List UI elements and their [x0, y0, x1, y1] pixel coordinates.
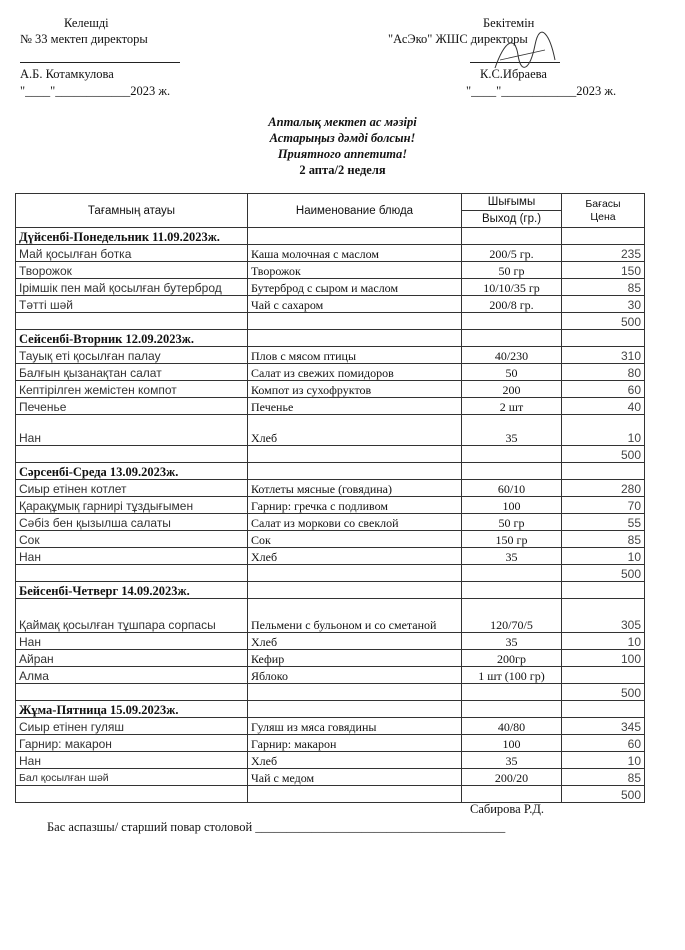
- dish-output: 35: [462, 633, 562, 650]
- dish-price: 60: [562, 381, 645, 398]
- day-total: 500: [562, 446, 645, 463]
- header-dish-kz: Тағамның атауы: [16, 194, 248, 228]
- dish-output: 120/70/5: [462, 599, 562, 633]
- table-row: [16, 633, 645, 650]
- day-total: 500: [562, 313, 645, 330]
- day-title-row: [16, 228, 645, 245]
- dish-output: 35: [462, 548, 562, 565]
- approve-left-signature-line: [20, 62, 180, 63]
- table-header-row: [16, 194, 645, 211]
- day-title-row: [16, 701, 645, 718]
- dish-kz: Бал қосылған шәй: [16, 769, 248, 786]
- day-title: Дүйсенбi-Понедельник 11.09.2023ж.: [16, 228, 248, 245]
- dish-price: 345: [562, 718, 645, 735]
- dish-output: 150 гр: [462, 531, 562, 548]
- approve-left-word: Келешдi: [64, 16, 109, 30]
- table-row: [16, 364, 645, 381]
- header-price: [562, 194, 645, 228]
- dish-kz: Қаймақ қосылған тұшпара сорпасы: [16, 599, 248, 633]
- table-row: [16, 347, 645, 364]
- dish-price: 310: [562, 347, 645, 364]
- dish-output: 200/20: [462, 769, 562, 786]
- dish-ru: Хлеб: [248, 548, 462, 565]
- dish-ru: Кефир: [248, 650, 462, 667]
- dish-price: [562, 667, 645, 684]
- table-row: [16, 650, 645, 667]
- dish-output: 200/8 гр.: [462, 296, 562, 313]
- dish-kz: Нан: [16, 415, 248, 446]
- approve-left-position: № 33 мектеп директоры: [20, 32, 148, 46]
- dish-price: 60: [562, 735, 645, 752]
- menu-title-kz: Апталық мектеп ас мәзiрi: [268, 115, 417, 129]
- dish-output: 200: [462, 381, 562, 398]
- dish-price: 85: [562, 531, 645, 548]
- approve-right-position: "АсЭко" ЖШС директоры: [388, 32, 528, 46]
- dish-ru: Хлеб: [248, 415, 462, 446]
- dish-price: 85: [562, 279, 645, 296]
- dish-kz: Нан: [16, 752, 248, 769]
- dish-ru: Пельмени с бульоном и со сметаной: [248, 599, 462, 633]
- table-row: [16, 262, 645, 279]
- dish-kz: Нан: [16, 633, 248, 650]
- table-row: [16, 480, 645, 497]
- dish-output: 100: [462, 497, 562, 514]
- header-price-kz: Бағасы: [585, 197, 621, 210]
- header-output-kz: Шығымы: [462, 194, 562, 211]
- table-row: [16, 296, 645, 313]
- dish-kz: Сәбiз бен қызылша салаты: [16, 514, 248, 531]
- dish-kz: Нан: [16, 548, 248, 565]
- menu-table: [15, 193, 645, 803]
- dish-price: 305: [562, 599, 645, 633]
- dish-output: 200гр: [462, 650, 562, 667]
- dish-price: 100: [562, 650, 645, 667]
- header-price-ru: Цена: [590, 210, 616, 223]
- day-title-row: [16, 463, 645, 480]
- dish-price: 10: [562, 548, 645, 565]
- dish-price: 70: [562, 497, 645, 514]
- day-total: 500: [562, 565, 645, 582]
- dish-output: 40/230: [462, 347, 562, 364]
- day-title: Сәрсенбi-Среда 13.09.2023ж.: [16, 463, 248, 480]
- dish-output: 2 шт: [462, 398, 562, 415]
- table-row: [16, 752, 645, 769]
- total-row: [16, 684, 645, 701]
- approve-right-word: Бекiтемiн: [483, 16, 535, 30]
- dish-price: 80: [562, 364, 645, 381]
- dish-kz: Iрiмшiк пен май қосылған бутерброд: [16, 279, 248, 296]
- dish-output: 100: [462, 735, 562, 752]
- dish-kz: Тәттi шәй: [16, 296, 248, 313]
- menu-week: 2 апта/2 неделя: [299, 163, 386, 177]
- dish-price: 85: [562, 769, 645, 786]
- dish-kz: Айран: [16, 650, 248, 667]
- table-row: [16, 718, 645, 735]
- day-title: Сейсенбi-Вторник 12.09.2023ж.: [16, 330, 248, 347]
- dish-kz: Қарақұмық гарнирi тұздығымен: [16, 497, 248, 514]
- dish-output: 35: [462, 752, 562, 769]
- dish-output: 50 гр: [462, 262, 562, 279]
- dish-kz: Сиыр етiнен котлет: [16, 480, 248, 497]
- dish-ru: Каша молочная с маслом: [248, 245, 462, 262]
- approve-left-name: А.Б. Котамкулова: [20, 67, 114, 81]
- dish-ru: Гарнир: гречка с подливом: [248, 497, 462, 514]
- table-row: [16, 735, 645, 752]
- dish-ru: Компот из сухофруктов: [248, 381, 462, 398]
- table-row: [16, 497, 645, 514]
- approve-right-date: "____"____________2023 ж.: [466, 84, 617, 98]
- approve-left-date: "____"____________2023 ж.: [20, 84, 171, 98]
- dish-price: 30: [562, 296, 645, 313]
- dish-ru: Плов с мясом птицы: [248, 347, 462, 364]
- approve-right-name: К.С.Ибраева: [480, 67, 547, 81]
- dish-price: 55: [562, 514, 645, 531]
- table-row: [16, 398, 645, 415]
- dish-price: 150: [562, 262, 645, 279]
- dish-ru: Гарнир: макарон: [248, 735, 462, 752]
- header-output-ru: Выход (гр.): [462, 211, 562, 228]
- table-row: [16, 415, 645, 446]
- dish-kz: Алма: [16, 667, 248, 684]
- dish-output: 1 шт (100 гр): [462, 667, 562, 684]
- dish-output: 35: [462, 415, 562, 446]
- table-row: [16, 531, 645, 548]
- dish-kz: Сок: [16, 531, 248, 548]
- dish-output: 40/80: [462, 718, 562, 735]
- dish-ru: Хлеб: [248, 633, 462, 650]
- dish-ru: Салат из моркови со свеклой: [248, 514, 462, 531]
- dish-kz: Сиыр етiнен гуляш: [16, 718, 248, 735]
- chef-signature-line: ________________________________________: [255, 820, 506, 834]
- dish-ru: Печенье: [248, 398, 462, 415]
- total-row: [16, 786, 645, 803]
- dish-ru: Творожок: [248, 262, 462, 279]
- dish-kz: Май қосылған ботка: [16, 245, 248, 262]
- menu-title-wish-kz: Астарыңыз дәмдi болсын!: [269, 131, 416, 145]
- table-row: [16, 599, 645, 633]
- footer-signer: Сабирова Р.Д.: [470, 802, 545, 816]
- dish-price: 280: [562, 480, 645, 497]
- dish-kz: Кептiрiлген жемiстен компот: [16, 381, 248, 398]
- dish-kz: Тауық етi қосылған палау: [16, 347, 248, 364]
- dish-ru: Бутерброд с сыром и маслом: [248, 279, 462, 296]
- day-title-row: [16, 582, 645, 599]
- dish-ru: Яблоко: [248, 667, 462, 684]
- day-total: 500: [562, 684, 645, 701]
- table-row: [16, 667, 645, 684]
- table-row: [16, 769, 645, 786]
- menu-title-wish-ru: Приятного аппетита!: [277, 147, 408, 161]
- total-row: [16, 313, 645, 330]
- dish-price: 10: [562, 415, 645, 446]
- dish-price: 40: [562, 398, 645, 415]
- dish-kz: Балғын қызанақтан салат: [16, 364, 248, 381]
- dish-output: 200/5 гр.: [462, 245, 562, 262]
- signature-scribble: [490, 30, 560, 75]
- dish-ru: Сок: [248, 531, 462, 548]
- day-title: Бейсенбi-Четверг 14.09.2023ж.: [16, 582, 248, 599]
- dish-output: 60/10: [462, 480, 562, 497]
- dish-ru: Котлеты мясные (говядина): [248, 480, 462, 497]
- dish-price: 10: [562, 752, 645, 769]
- dish-kz: Печенье: [16, 398, 248, 415]
- dish-kz: Творожок: [16, 262, 248, 279]
- table-row: [16, 279, 645, 296]
- dish-price: 235: [562, 245, 645, 262]
- table-row: [16, 381, 645, 398]
- dish-price: 10: [562, 633, 645, 650]
- dish-output: 50: [462, 364, 562, 381]
- dish-ru: Чай с медом: [248, 769, 462, 786]
- dish-ru: Чай с сахаром: [248, 296, 462, 313]
- day-title: Жұма-Пятница 15.09.2023ж.: [16, 701, 248, 718]
- header-dish-ru: Наименование блюда: [248, 194, 462, 228]
- chef-label: Бас аспазшы/ старший повар столовой: [47, 820, 253, 834]
- table-row: [16, 548, 645, 565]
- day-total: 500: [562, 786, 645, 803]
- table-row: [16, 514, 645, 531]
- dish-output: 50 гр: [462, 514, 562, 531]
- day-title-row: [16, 330, 645, 347]
- dish-ru: Гуляш из мяса говядины: [248, 718, 462, 735]
- total-row: [16, 446, 645, 463]
- total-row: [16, 565, 645, 582]
- chef-signature: [47, 820, 505, 835]
- dish-ru: Салат из свежих помидоров: [248, 364, 462, 381]
- dish-kz: Гарнир: макарон: [16, 735, 248, 752]
- dish-output: 10/10/35 гр: [462, 279, 562, 296]
- dish-ru: Хлеб: [248, 752, 462, 769]
- table-row: [16, 245, 645, 262]
